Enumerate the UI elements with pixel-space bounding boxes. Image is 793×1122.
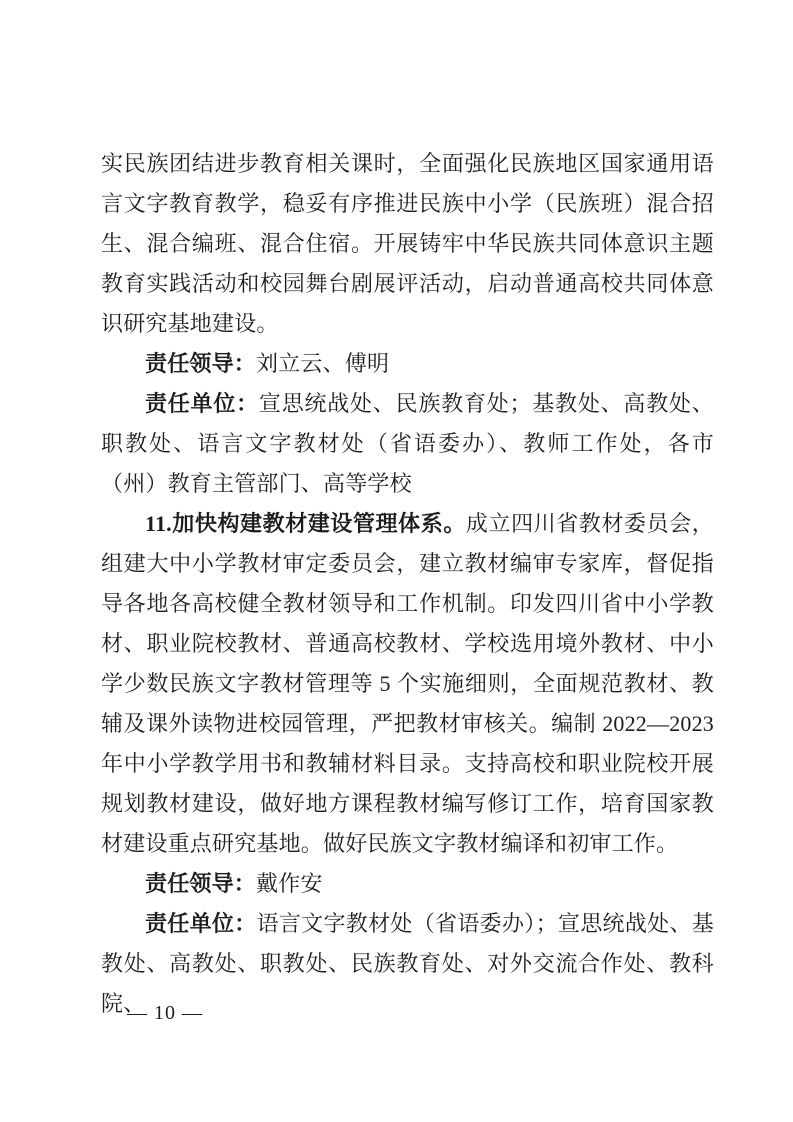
responsible-leader-line <box>101 344 714 384</box>
paragraph-body-continued <box>101 144 714 344</box>
responsible-unit-line <box>101 384 714 504</box>
responsible-leader-line <box>101 864 714 904</box>
responsible-leader-label: 责任领导： <box>145 351 257 376</box>
paragraph-text: 实民族团结进步教育相关课时，全面强化民族地区国家通用语言文字教育教学，稳妥有序推进民族中小学（民族班）混合招生、混合编班、混合住宿。开展铸牢中华民族共同体意识主题教育实践活动和校园舞台剧展评活动，启动普通高校共同体意识研究基地建设。 <box>101 151 714 336</box>
responsible-leader-names: 刘立云、傅明 <box>256 351 390 376</box>
responsible-unit-names: 语言文字教材处（省语委办）；宣思统战处、基教处、高教处、职教处、民族教育处、对外交流合作处、教科院、 <box>101 911 714 1016</box>
page-number: — 10 — <box>127 1002 203 1024</box>
responsible-leader-names: 戴作安 <box>256 871 323 896</box>
responsible-unit-label: 责任单位： <box>145 391 259 416</box>
responsible-unit-names: 宣思统战处、民族教育处；基教处、高教处、职教处、语言文字教材处（省语委办）、教师工作处，各市（州）教育主管部门、高等学校 <box>101 391 714 496</box>
item-11-text: 成立四川省教材委员会，组建大中小学教材审定委员会，建立教材编审专家库，督促指导各地各高校健全教材领导和工作机制。印发四川省中小学教材、职业院校教材、普通高校教材、学校选用境外教材、中小学少数民族文字教材管理等 5 个实施细则，全面规范教材、教辅及课外读物进校园管理，严把教材审核关。编制 2022—2023 年中小学教学用书和教辅材料目录。支持高校和职业院校开展规划教材建设，做好地方课程教材编写修订工作，培育国家教材建设重点研究基地。做好民族文字教材编译和初审工作。 <box>101 511 714 856</box>
item-11-heading: 11.加快构建教材建设管理体系。 <box>145 511 466 536</box>
responsible-leader-label: 责任领导： <box>145 871 257 896</box>
item-11-paragraph <box>101 504 714 864</box>
responsible-unit-label: 责任单位： <box>145 911 257 936</box>
document-body <box>101 144 714 1024</box>
